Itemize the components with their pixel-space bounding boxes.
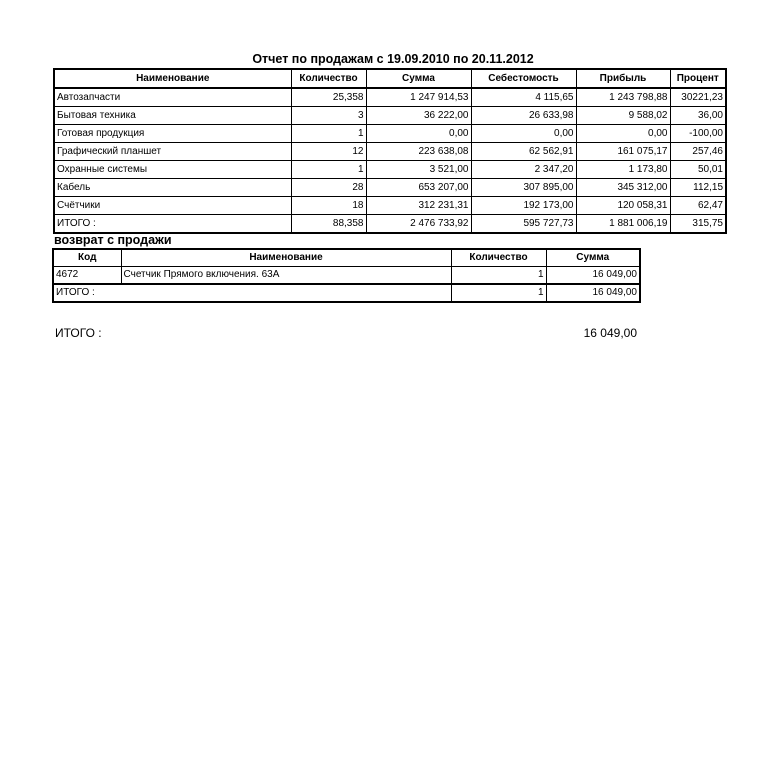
total-label: ИТОГО : <box>54 215 291 234</box>
returns-table-header <box>53 249 640 267</box>
cell-name: Счётчики <box>54 197 291 215</box>
table-row <box>54 125 726 143</box>
cell-sum: 312 231,31 <box>366 197 471 215</box>
table-row <box>54 88 726 107</box>
returns-total-label: ИТОГО : <box>53 284 451 302</box>
total-row <box>54 215 726 234</box>
returns-total-sum: 16 049,00 <box>546 284 640 302</box>
cell-cost: 26 633,98 <box>471 107 576 125</box>
cell-quantity: 28 <box>291 179 366 197</box>
cell-profit: 1 243 798,88 <box>576 88 670 107</box>
table-row <box>54 107 726 125</box>
cell-cost: 4 115,65 <box>471 88 576 107</box>
returns-table <box>52 248 641 303</box>
cell-percent: 30221,23 <box>670 88 726 107</box>
table-row <box>54 161 726 179</box>
cell-cost: 307 895,00 <box>471 179 576 197</box>
col-header-cost: Себестомость <box>471 69 576 88</box>
total-profit: 1 881 006,19 <box>576 215 670 234</box>
cell-name: Графический планшет <box>54 143 291 161</box>
cell-sum: 3 521,00 <box>366 161 471 179</box>
cell-name: Кабель <box>54 179 291 197</box>
cell-profit: 345 312,00 <box>576 179 670 197</box>
cell-name: Счетчик Прямого включения. 63А <box>121 267 451 285</box>
sales-table-header <box>54 69 726 88</box>
table-row <box>54 179 726 197</box>
cell-percent: -100,00 <box>670 125 726 143</box>
cell-quantity: 3 <box>291 107 366 125</box>
table-row <box>54 197 726 215</box>
cell-name: Охранные системы <box>54 161 291 179</box>
cell-percent: 257,46 <box>670 143 726 161</box>
cell-quantity: 1 <box>291 161 366 179</box>
cell-sum: 0,00 <box>366 125 471 143</box>
cell-cost: 62 562,91 <box>471 143 576 161</box>
cell-quantity: 18 <box>291 197 366 215</box>
cell-name: Готовая продукция <box>54 125 291 143</box>
cell-cost: 2 347,20 <box>471 161 576 179</box>
total-sum: 2 476 733,92 <box>366 215 471 234</box>
cell-cost: 192 173,00 <box>471 197 576 215</box>
cell-profit: 120 058,31 <box>576 197 670 215</box>
cell-sum: 653 207,00 <box>366 179 471 197</box>
cell-name: Бытовая техника <box>54 107 291 125</box>
returns-total-quantity: 1 <box>451 284 546 302</box>
grand-total-label: ИТОГО : <box>55 326 102 340</box>
cell-sum: 16 049,00 <box>546 267 640 285</box>
report-title: Отчет по продажам с 19.09.2010 по 20.11.2012 <box>252 52 534 66</box>
cell-quantity: 12 <box>291 143 366 161</box>
cell-profit: 1 173,80 <box>576 161 670 179</box>
table-row <box>53 267 640 285</box>
returns-title: возврат с продажи <box>54 233 172 247</box>
cell-sum: 36 222,00 <box>366 107 471 125</box>
cell-quantity: 1 <box>451 267 546 285</box>
cell-quantity: 1 <box>291 125 366 143</box>
col-header-name: Наименование <box>54 69 291 88</box>
cell-code: 4672 <box>53 267 121 285</box>
col-header-profit: Прибыль <box>576 69 670 88</box>
cell-profit: 161 075,17 <box>576 143 670 161</box>
cell-profit: 9 588,02 <box>576 107 670 125</box>
cell-sum: 223 638,08 <box>366 143 471 161</box>
cell-profit: 0,00 <box>576 125 670 143</box>
total-percent: 315,75 <box>670 215 726 234</box>
cell-name: Автозапчасти <box>54 88 291 107</box>
sales-table <box>53 68 727 234</box>
cell-quantity: 25,358 <box>291 88 366 107</box>
total-quantity: 88,358 <box>291 215 366 234</box>
cell-sum: 1 247 914,53 <box>366 88 471 107</box>
cell-percent: 62,47 <box>670 197 726 215</box>
col-header-code: Код <box>53 249 121 267</box>
cell-percent: 112,15 <box>670 179 726 197</box>
col-header-sum: Сумма <box>366 69 471 88</box>
table-row <box>54 143 726 161</box>
cell-percent: 36,00 <box>670 107 726 125</box>
grand-total-value: 16 049,00 <box>583 326 637 340</box>
col-header-quantity: Количество <box>451 249 546 267</box>
col-header-sum: Сумма <box>546 249 640 267</box>
total-cost: 595 727,73 <box>471 215 576 234</box>
returns-total-row <box>53 284 640 302</box>
col-header-quantity: Количество <box>291 69 366 88</box>
cell-cost: 0,00 <box>471 125 576 143</box>
col-header-name: Наименование <box>121 249 451 267</box>
cell-percent: 50,01 <box>670 161 726 179</box>
col-header-percent: Процент <box>670 69 726 88</box>
